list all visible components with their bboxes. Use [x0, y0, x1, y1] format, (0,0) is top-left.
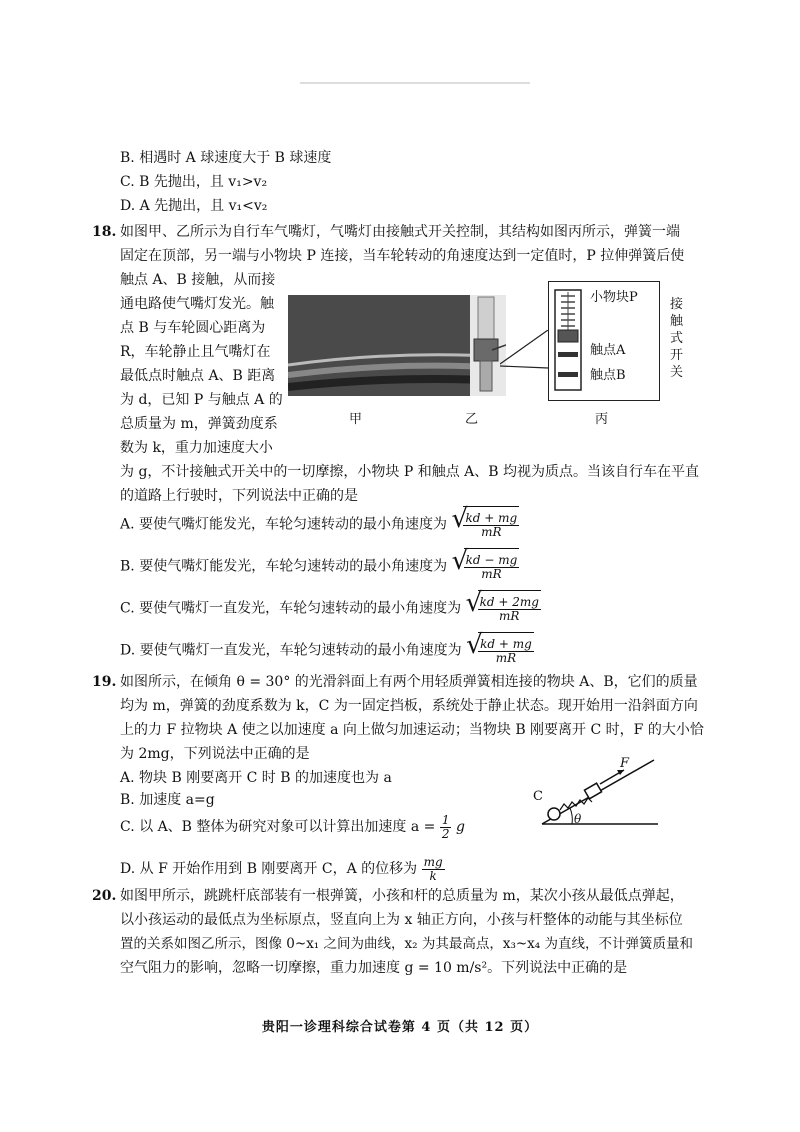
sqrt-expression: √ $\frac{kd + 2mg}{mR}$ — [466, 590, 541, 627]
bicycle-valve-light-photo — [288, 295, 506, 396]
scan-artifact-line — [300, 82, 530, 84]
q18-option-a — [120, 506, 519, 543]
label-c: C — [533, 789, 543, 804]
label-block-p: 小物块P — [590, 290, 638, 305]
q19-option-b: B. 加速度 a=g — [120, 792, 215, 808]
q19-stem-line2: 均为 m，弹簧的劲度系数为 k，C 为一固定挡板，系统处于静止状态。现开始用一沿斜面方向 — [120, 698, 698, 714]
fraction-numerator: 1 — [441, 812, 450, 827]
q19-stem-line1: 如图所示，在倾角 θ = 30° 的光滑斜面上有两个用轻质弹簧相连接的物块 A、B，它们的质量 — [120, 674, 698, 690]
q18-left-line: 最低点时触点 A、B 距离 — [120, 368, 276, 384]
q18-option-c — [120, 590, 541, 627]
q18-stem-line2: 固定在顶部，另一端与小物块 P 连接，当车轮转动的角速度达到一定值时，P 拉伸弹簧后使 — [120, 248, 685, 264]
q18-option-b — [120, 548, 519, 585]
q19-stem-line4: 为 2mg，下列说法中正确的是 — [120, 746, 310, 762]
fraction-denominator: mR — [481, 566, 502, 581]
sqrt-expression: √ $\frac{kd + mg}{mR}$ — [466, 632, 534, 669]
fraction-denominator: 2 — [441, 826, 450, 841]
fraction-numerator: kd + mg — [480, 636, 532, 651]
q20-stem-line2: 以小孩运动的最低点为坐标原点，竖直向上为 x 轴正方向，小孩与杆整体的动能与其坐标位 — [120, 912, 683, 928]
sqrt-expression: √ $\frac{kd + mg}{mR}$ — [451, 506, 519, 543]
q18-stem-line-after1: 为 g，不计接触式开关中的一切摩擦，小物块 P 和触点 A、B 均视为质点。当该自行车在平直 — [120, 464, 700, 480]
q18-left-line: 通电路使气嘴灯发光。触 — [120, 296, 274, 312]
q18-left-line: 触点 A、B 接触，从而接 — [120, 272, 276, 288]
q18-left-line: 数为 k，重力加速度大小 — [120, 440, 273, 456]
page-footer: 贵阳一诊理科综合试卷第 4 页（共 12 页） — [261, 1020, 539, 1035]
fraction-one-half — [440, 814, 452, 841]
fraction-mg-over-k — [422, 856, 445, 883]
caption-yi: 乙 — [465, 412, 479, 427]
fraction-numerator: kd + mg — [465, 510, 518, 525]
sqrt-expression: √ $\frac{kd - mg}{mR}$ — [452, 548, 520, 585]
q19-option-d — [120, 852, 445, 886]
fraction-denominator: mR — [495, 650, 517, 665]
label-theta: θ — [574, 812, 582, 826]
q18-left-line: 为 d，已知 P 与触点 A 的 — [120, 392, 283, 408]
q19-option-a: A. 物块 B 刚要离开 C 时 B 的加速度也为 a — [120, 770, 392, 786]
q20-stem-line4: 空气阻力的影响，忽略一切摩擦，重力加速度 g = 10 m/s²。下列说法中正确的是 — [120, 960, 628, 976]
q19-option-c — [120, 810, 465, 844]
q18-option-a-text: A. 要使气嘴灯能发光，车轮匀速转动的最小角速度为 — [120, 516, 448, 533]
fraction-numerator: kd − mg — [465, 552, 518, 567]
caption-jia: 甲 — [349, 412, 363, 427]
q18-stem-line1: 如图甲、乙所示为自行车气嘴灯，气嘴灯由接触式开关控制，其结构如图丙所示，弹簧一端 — [120, 224, 680, 240]
q20-stem-line3: 置的关系如图乙所示，图像 0~x₁ 之间为曲线，x₂ 为其最高点，x₃~x₄ 为直线，不计弹簧质量和 — [120, 936, 693, 952]
q17-option-b: B. 相遇时 A 球速度大于 B 球速度 — [120, 150, 332, 166]
q18-left-line: R，车轮静止且气嘴灯在 — [120, 344, 271, 360]
fraction-denominator: k — [429, 868, 437, 883]
fraction-denominator: mR — [481, 524, 502, 539]
q19-number: 19. — [92, 674, 117, 690]
caption-bing: 丙 — [595, 412, 609, 427]
fraction-numerator: kd + 2mg — [479, 594, 539, 609]
q19-option-c-tail: g — [455, 819, 465, 835]
fraction-denominator: mR — [499, 608, 520, 623]
q17-option-c: C. B 先抛出，且 v₁>v₂ — [120, 174, 268, 190]
q18-option-d — [120, 632, 534, 669]
q18-left-line: 总质量为 m，弹簧劲度系 — [120, 416, 278, 432]
q20-stem-line1: 如图甲所示，跳跳杆底部装有一根弹簧，小孩和杆的总质量为 m，某次小孩从最低点弹起， — [120, 888, 684, 904]
q19-option-c-text: C. 以 A、B 整体为研究对象可以计算出加速度 a = — [120, 819, 436, 835]
valve-light-photo-drawing — [288, 295, 506, 396]
label-contact-b: 触点B — [590, 368, 626, 383]
label-f: F — [620, 756, 630, 771]
label-contact-switch: 接触式开关 — [670, 297, 684, 380]
label-contact-a: 触点A — [590, 343, 626, 358]
q18-left-line: 点 B 与车轮圆心距离为 — [120, 320, 266, 336]
incline-spring-diagram — [528, 752, 660, 832]
fraction-numerator: mg — [423, 854, 443, 869]
q18-option-b-text: B. 要使气嘴灯能发光，车轮匀速转动的最小角速度为 — [120, 558, 448, 575]
q17-option-d: D. A 先抛出，且 v₁<v₂ — [120, 198, 268, 214]
q19-stem-line3: 上的力 F 拉物块 A 使之以加速度 a 向上做匀加速运动；当物块 B 刚要离开 C 时，F 的大小恰 — [120, 722, 704, 738]
q20-number: 20. — [92, 888, 117, 904]
zoom-connector-lines — [500, 330, 550, 370]
q18-stem-line-after2: 的道路上行驶时，下列说法中正确的是 — [120, 488, 358, 504]
q18-option-d-text: D. 要使气嘴灯一直发光，车轮匀速转动的最小角速度为 — [120, 642, 462, 659]
q18-option-c-text: C. 要使气嘴灯一直发光，车轮匀速转动的最小角速度为 — [120, 600, 462, 617]
q18-number: 18. — [92, 224, 117, 240]
q19-option-d-text: D. 从 F 开始作用到 B 刚要离开 C，A 的位移为 — [120, 861, 418, 877]
